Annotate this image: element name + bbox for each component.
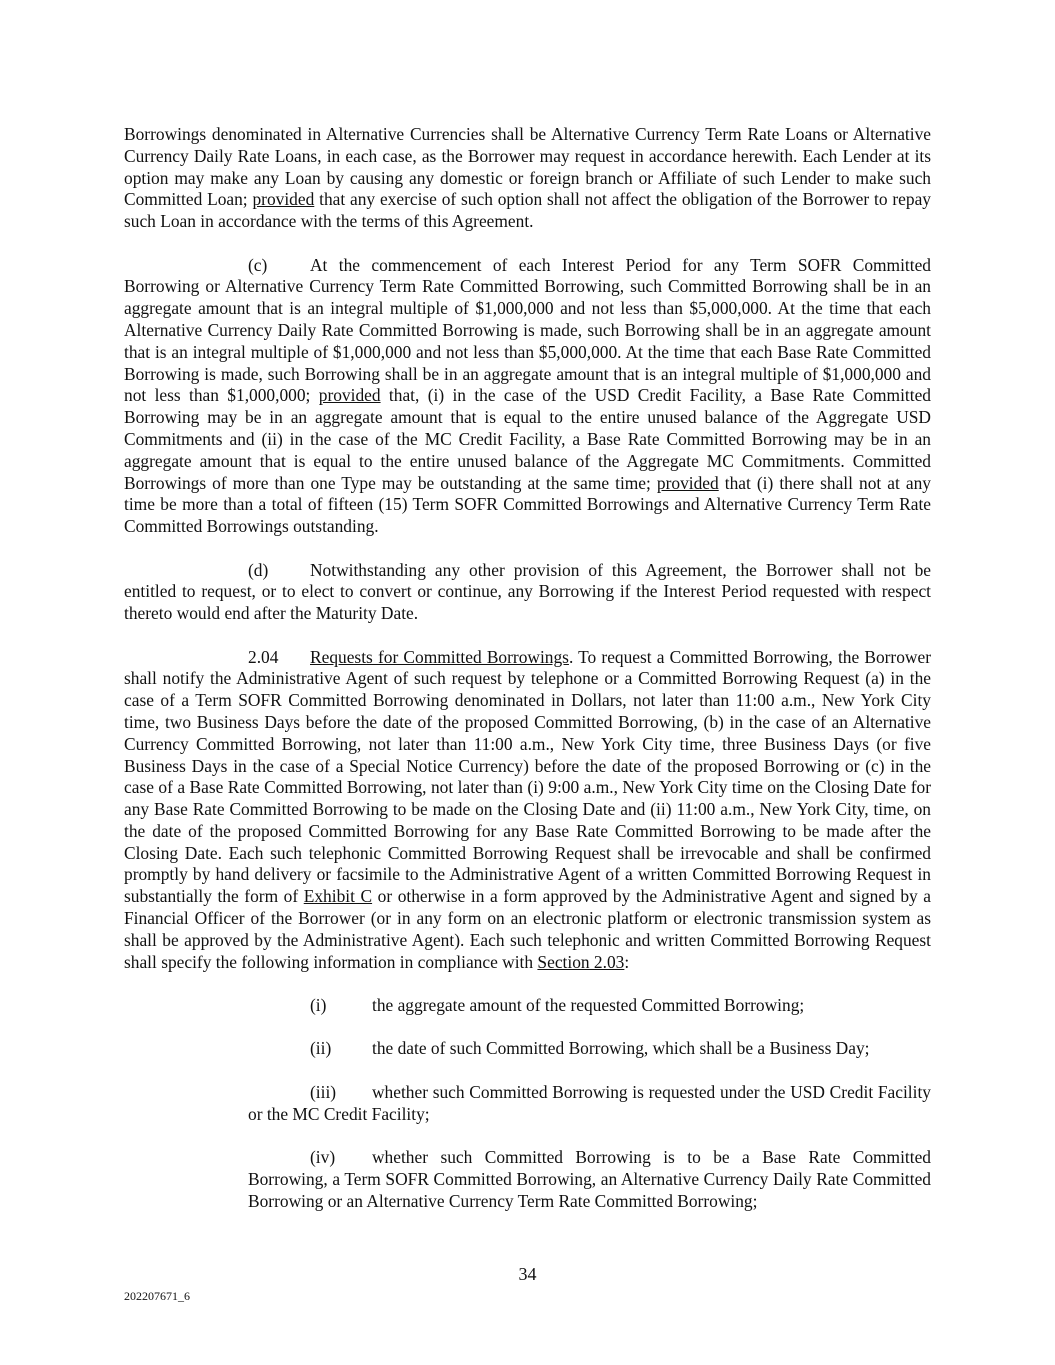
list-item-iii: [124, 1082, 931, 1126]
exhibit-reference: Exhibit C: [303, 886, 373, 907]
paragraph-text: Borrowings denominated in Alternative Currencies shall be Alternative Currency Term Rate Loans or Alternative Currency Daily Rate Loans, in each case, as the Borrower may request in accordance herewith. Each Lender at its option may make any Loan by causing any domestic or foreign branch or Affiliate of such Lender to make such Committed Loan;: [124, 124, 931, 210]
item-text: the aggregate amount of the requested Committed Borrowing;: [372, 995, 805, 1016]
paragraph-label: (c): [248, 254, 268, 275]
paragraph-d: [124, 560, 931, 625]
item-text: the date of such Committed Borrowing, which shall be a Business Day;: [372, 1038, 870, 1059]
paragraph-label: (d): [248, 559, 269, 580]
page-number: 34: [518, 1264, 537, 1284]
paragraph-c: [124, 255, 931, 538]
document-body: [124, 124, 931, 1234]
paragraph-b-continued: [124, 124, 931, 233]
section-2-04: [124, 647, 931, 974]
paragraph-text: that (i) there shall not at any time be more than a total of fifteen (15) Term SOFR Committed Borrowings and Alternative Currency Term Rate Committed Borrowings outstanding.: [124, 472, 931, 537]
item-text: whether such Committed Borrowing is to be a Base Rate Committed Borrowing, a Term SOFR Committed Borrowing, an Alternative Currency Daily Rate Committed Borrowing or an Alternative Currency Term Rate Committed Borrowing;: [248, 1147, 931, 1211]
section-heading: Requests for Committed Borrowings: [310, 646, 569, 667]
provided-term: provided: [656, 472, 719, 493]
document-id: 202207671_6: [124, 1289, 190, 1303]
list-item-ii: [124, 1038, 931, 1060]
list-item-i: [124, 995, 931, 1017]
paragraph-text: that, (i) in the case of the USD Credit Facility, a Base Rate Committed Borrowing may be in an aggregate amount that is equal to the entire unused balance of the Aggregate USD Commitments and (ii) in the case of the MC Credit Facility, a Base Rate Committed Borrowing may be in an aggregate amount that is equal to the entire unused balance of the Aggregate MC Commitments. Committed Borrowings of more than one Type may be outstanding at the same time;: [124, 385, 931, 493]
item-label: (iii): [310, 1081, 337, 1102]
provided-term: provided: [318, 385, 381, 406]
list-item-iv: [124, 1147, 931, 1212]
item-text: whether such Committed Borrowing is requested under the USD Credit Facility or the MC Credit Facility;: [248, 1081, 931, 1124]
section-number: 2.04: [248, 646, 279, 667]
paragraph-text: Notwithstanding any other provision of this Agreement, the Borrower shall not be entitled to request, or to elect to convert or continue, any Borrowing if the Interest Period requested with respect thereto would end after the Maturity Date.: [124, 559, 931, 624]
paragraph-text: or otherwise in a form approved by the Administrative Agent and signed by a Financial Officer of the Borrower (or in any form on an electronic platform or electronic transmission system as shall be approved by the Administrative Agent). Each such telephonic and written Committed Borrowing Request shall specify the following information in compliance with: [124, 886, 932, 972]
item-label: (i): [310, 995, 327, 1016]
paragraph-text: . To request a Committed Borrowing, the Borrower shall notify the Administrative Agent of such request by telephone or a Committed Borrowing Request (a) in the case of a Term SOFR Committed Borrowing denominated in Dollars, not later than 11:00 a.m., New York City time, two Business Days before the date of the proposed Committed Borrowing, (b) in the case of an Alternative Currency Committed Borrowing, not later than 11:00 a.m., New York City time, three Business Days (or five Business Days in the case of a Special Notice Currency) before the date of the proposed Borrowing or (c) in the case of a Base Rate Committed Borrowing, not later than (i) 9:00 a.m., New York City time on the Closing Date for any Base Rate Committed Borrowing to be made on the Closing Date and (ii) 11:00 a.m., New York City, time, on the date of the proposed Committed Borrowing for any Base Rate Committed Borrowing to be made after the Closing Date. Each such telephonic Committed Borrowing Request shall be irrevocable and shall be confirmed promptly by hand delivery or facsimile to the Administrative Agent of a written Committed Borrowing Request in substantially the form of: [124, 646, 931, 907]
paragraph-text: :: [624, 951, 630, 972]
item-label: (ii): [310, 1038, 332, 1059]
provided-term: provided: [252, 189, 315, 210]
item-label: (iv): [310, 1147, 336, 1168]
section-reference: Section 2.03: [537, 951, 625, 972]
paragraph-text: that any exercise of such option shall not affect the obligation of the Borrower to repay such Loan in accordance with the terms of this Agreement.: [124, 189, 931, 232]
paragraph-text: At the commencement of each Interest Period for any Term SOFR Committed Borrowing or Alternative Currency Term Rate Committed Borrowing, such Committed Borrowing shall be in an aggregate amount that is an integral multiple of $1,000,000 and not less than $5,000,000. At the time that each Alternative Currency Daily Rate Committed Borrowing is made, such Borrowing shall be in an aggregate amount that is an integral multiple of $1,000,000 and not less than $5,000,000. At the time that each Base Rate Committed Borrowing is made, such Borrowing shall be in an aggregate amount that is an integral multiple of $1,000,000 and not less than $1,000,000;: [124, 254, 931, 406]
